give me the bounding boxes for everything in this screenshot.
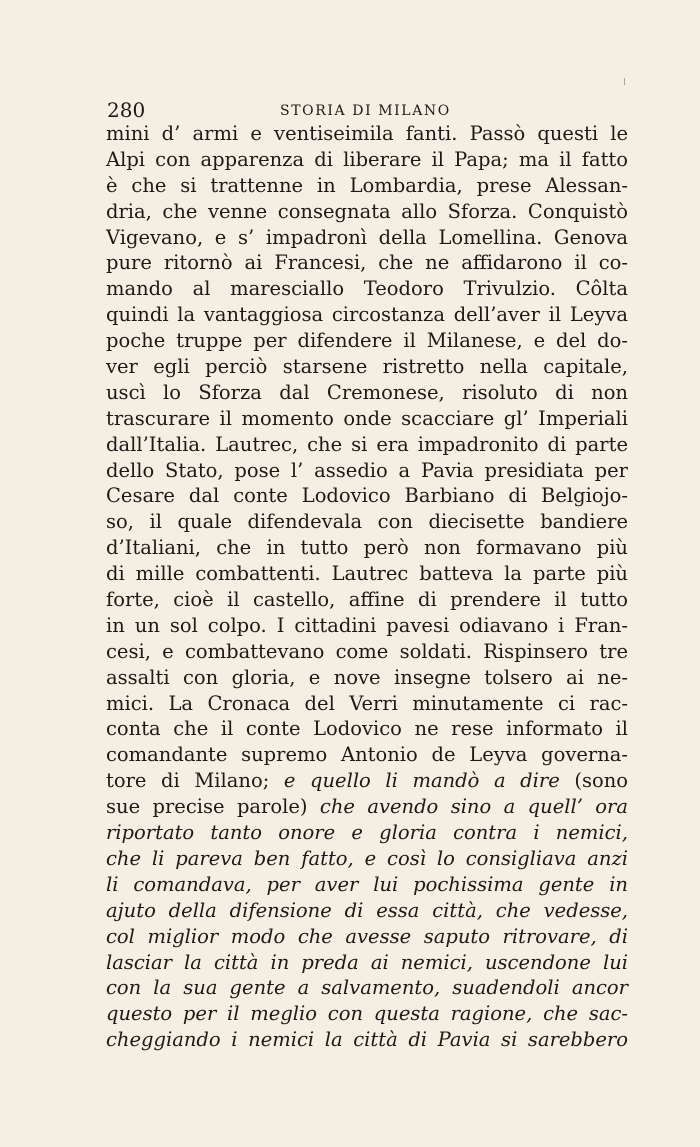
italic-text-line: riportato tanto onore e gloria contra i nemici, — [106, 821, 628, 845]
italic-text-line: che li pareva ben fatto, e così lo consigliava anzi — [106, 846, 628, 870]
line-italic-part: e quello li mandò a dire — [269, 769, 560, 793]
text-line-mixed — [106, 794, 628, 820]
italic-text-line: cheggiando i nemici la città di Pavia si sarebbero — [106, 1028, 628, 1052]
text-line: trascurare il momento onde scacciare gl’ Imperiali — [106, 406, 628, 430]
text-line: Vigevano, e s’ impadronì della Lomellina. Genova — [106, 225, 628, 249]
text-line: mando al maresciallo Teodoro Trivulzio. Côlta — [106, 277, 628, 301]
text-line-mixed — [106, 768, 628, 794]
text-line: Alpi con apparenza di liberare il Papa; ma il fatto — [106, 147, 628, 171]
italic-text-line: questo per il meglio con questa ragione, che sac- — [106, 1002, 628, 1026]
text-line: in un sol colpo. I cittadini pavesi odiavano i Fran- — [106, 613, 628, 637]
text-line: forte, cioè il castello, affine di prendere il tutto — [106, 588, 628, 612]
running-title: STORIA DI MILANO — [280, 103, 451, 119]
line-italic-part: che avendo sino a quell’ ora — [307, 795, 628, 819]
text-line: dall’Italia. Lautrec, che si era impadronito di parte — [106, 432, 628, 456]
line-roman-part: tore di Milano; — [106, 769, 270, 793]
italic-text-line: lasciar la città in preda ai nemici, uscendone lui — [106, 950, 628, 974]
italic-text-line: li comandava, per aver lui pochissima gente in — [106, 872, 628, 896]
running-head — [107, 98, 627, 122]
line-roman-tail: (sono — [559, 769, 628, 793]
text-line: assalti con gloria, e nove insegne tolsero ai ne- — [106, 665, 628, 689]
text-line: mini d’ armi e ventiseimila fanti. Passò questi le — [106, 122, 628, 145]
page-number: 280 — [107, 98, 146, 122]
italic-text-line: col miglior modo che avesse saputo ritrovare, di — [106, 924, 628, 948]
text-line: mici. La Cronaca del Verri minutamente ci rac- — [106, 691, 628, 715]
text-line: comandante supremo Antonio de Leyva governa- — [106, 743, 628, 767]
text-line: è che si trattenne in Lombardia, prese Alessan- — [106, 173, 628, 197]
body-text — [106, 121, 628, 1053]
italic-text-line: con la sua gente a salvamento, suadendoli ancor — [106, 976, 628, 1000]
text-line: so, il quale difendevala con diecisette bandiere — [106, 510, 628, 534]
text-line: d’Italiani, che in tutto però non formavano più — [106, 536, 628, 560]
text-line: dello Stato, pose l’ assedio a Pavia presidiata per — [106, 458, 628, 482]
page-edge-mark — [624, 78, 625, 85]
text-line: ver egli perciò starsene ristretto nella capitale, — [106, 355, 628, 379]
text-line: uscì lo Sforza dal Cremonese, risoluto di non — [106, 380, 628, 404]
text-line: pure ritornò ai Francesi, che ne affidarono il co- — [106, 251, 628, 275]
text-line: Cesare dal conte Lodovico Barbiano di Belgiojo- — [106, 484, 628, 508]
text-line: di mille combattenti. Lautrec batteva la parte più — [106, 562, 628, 586]
italic-text-line: ajuto della difensione di essa città, che vedesse, — [106, 898, 628, 922]
text-line: conta che il conte Lodovico ne rese informato il — [106, 717, 628, 741]
line-roman-part: sue precise parole) — [106, 795, 308, 819]
text-line: cesi, e combattevano come soldati. Rispinsero tre — [106, 639, 628, 663]
text-line: dria, che venne consegnata allo Sforza. Conquistò — [106, 199, 628, 223]
text-line: poche truppe per difendere il Milanese, e del do- — [106, 329, 628, 353]
text-line: quindi la vantaggiosa circostanza dell’aver il Leyva — [106, 303, 628, 327]
